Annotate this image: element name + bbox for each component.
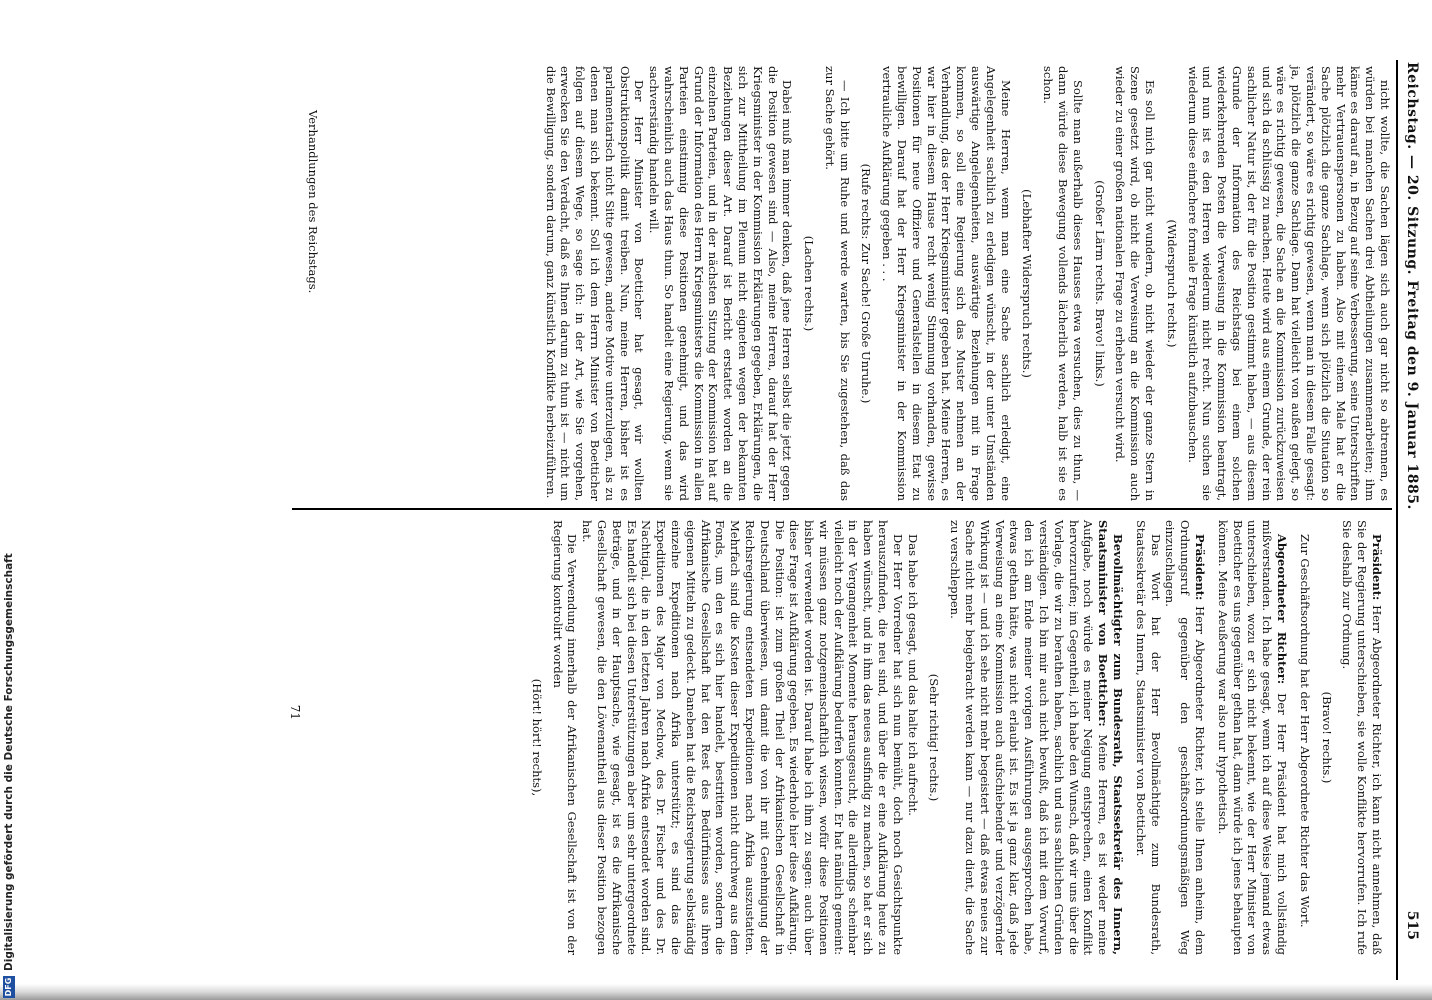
stage-direction: (Bravo! rechts.) [1319, 691, 1334, 784]
paragraph: nicht wollte, die Sachen lägen sich auch gar nicht so abtrennen, es würden bei manchen Sachen drei Abtheilungen zusammenarbeiten; ihm käme es darauf an, in Bezug auf seine Verbesserung, seine Unterschriften mehr Vertrauenspersonen zu haben. Also mit einem Male hat er die Sache plötzlich die ganze Sachlage, wenn sich plötzlich die Situation so verändert, so wäre es richtig gewesen, wenn man in diesem Falle gesagt: ja, plötzlich die ganze Sachlage. Dann hat vielleicht von außen gelegt, so wäre es richtig gewesen, die Sache an die Kommission zurückzuweisen und sich da schlüssig zu machen. Heute wird aus einem Grunde, der rein sachlicher Natur ist, der für die Position gestimmt haben, — aus diesem Grunde der Information des Reichstags bei einem solchen wiederkehrenden Posten die Verweisung in die Kommission beantragt, und nun ist es den Herren wiederum nicht recht. Nun suchen sie wiederum diese einfachere formale Frage künstlich aufzubauschen. [1185, 66, 1392, 501]
paragraph: Sollte man außerhalb dieses Hauses etwa versuchen, dies zu thun, — dann würde diese Bewegung vollends lächerlich werden, halb ist sie es schon. [1041, 66, 1085, 501]
dfg-logo-icon: DFG [4, 977, 13, 997]
footer-sheet-number: 71 [288, 704, 302, 720]
paragraph: Das habe ich gesagt, und das halte ich aufrecht. [905, 534, 920, 816]
paragraph: Das Wort hat der Herr Bevollmächtigte zum Bundesrath, Staatssekretär des Innern, Staatsminister von Boetticher. [1133, 520, 1163, 955]
running-title: Reichstag. — 20. Sitzung. Freitag den 9. Januar 1885. [1404, 62, 1420, 510]
speech-text: Herr Abgeordneter Richter, ich stelle Ihnen anheim, dem Ordnungsruf gegenüber den geschäftsordnungsmäßigen Weg einzuschlagen. [1163, 520, 1208, 956]
speaker-name: Abgeordneter Richter: [1275, 534, 1290, 685]
stage-direction: (Rufe rechts: Zur Sache! Große Unruhe.) [859, 163, 874, 404]
paragraph: Dabei muß man immer denken, daß jene Herren selbst die jetzt gegen die Position gewesen sind — Also, meine Herren, darauf hat der Herr Kriegsminister in der Kommission Erklärungen gegeben, Erklärungen, die sich zur Mittheilung im Plenum nicht eigneten wegen der bekannten Beziehungen dieser Art. Darauf ist Bericht erstattet worden an die einzelnen Parteien, und in der nächsten Sitzung der Kommission hat auf Grund der Information des Herrn Kriegsministers die Kommission in allen Parteien einstimmig diese Positionen genehmigt, und das wird wahrscheinlich auch das Haus thun. So handelt eine Regierung, wenn sie sachverständig handeln will. [647, 66, 795, 501]
paragraph: — Ich bitte um Ruhe und werde warten, bis Sie zugestehen, daß das zur Sache gehört. [822, 66, 852, 501]
paragraph [1163, 520, 1207, 955]
stage-direction: (Hört! hört! rechts), [529, 678, 544, 797]
paragraph: Zur Geschäftsordnung hat der Herr Abgeordnete Richter das Wort. [1297, 534, 1312, 928]
speaker-name: Präsident: [1193, 534, 1208, 601]
stage-direction: (Lebhafter Widerspruch rechts.) [1020, 189, 1035, 378]
speaker-name: Präsident: [1370, 534, 1384, 601]
stage-direction: (Großer Lärm rechts. Bravo! links.) [1092, 180, 1107, 387]
credit-text: Digitalisierung gefördert durch die Deutsche Forschungsgemeinschaft [3, 553, 15, 971]
page-number: 515 [1404, 910, 1420, 940]
speaker-name: Bevollmächtigter zum Bundesrath, Staatssekretär des Innern, Staatsminister von Boetticher: [1096, 520, 1126, 955]
speech-text: Meine Herren, es ist weder meine Aufgabe, noch würde es meiner Neigung entsprechen, einen Konflikt hervorzurufen; im Gegentheil, ich habe den Wunsch, daß wir uns über die Vorlage, die wir zu berathen haben, sachlich und aus sachlichen Gründen verständigen. Ich bin mir auch nicht bewußt, daß ich mit dem Vorwurf, den ich am Ende meiner vorigen Ausführungen ausgesprochen habe, etwas gethan hätte, was nicht erlaubt ist. Es ist ja ganz klar, daß jede Verweisung an eine Kommission auch aufschiebender und verzögernder Wirkung ist — und ich sehe nicht mehr begeistert — daß etwas neues zur Sache nicht mehr beigebracht werden kann — nur dazu dient, die Sache zu verschleppen. [948, 520, 1111, 956]
dfg-credit-line [1, 0, 17, 998]
paragraph: Der Herr Vorredner hat sich nun bemüht, doch noch Gesichtspunkte herauszufinden, die neu sind, und über die er eine Aufklärung heute zu haben wünscht, und in ihm das neues ausfindig zu machen, so hat er sich in der Vergangenheit Momente herausgesucht, die allerdings scheinbar vielleicht noch der Aufklärung bedurfen konnten. Er hat nämlich gemeint: wir müssen ganz notzgemeinschaftlich wissen, wofür diese Positionen bisher verwendet worden ist. Darauf habe ich ihm zu sagen: auch über diese Frage ist Aufklärung gegeben. Es wiederhole hier diese Aufklärung. Die Position: ist zum großen Theil der Afrikanischen Gesellschaft in Deutschland überwiesen, um damit die von ihr mit Genehmigung der Reichsregierung entsendeten Expeditionen nach Afrika auszustatten. Mehrfach sind die Kosten dieser Expeditionen nicht durchweg aus dem Fonds, um den es sich hier handelt, bestritten worden, sondern die Afrikanische Gesellschaft hat den Rest des Bedürfnisses aus ihren eigenen Mitteln zu gedeckt. Daneben hat die Reichsregierung selbständig einzelne Expeditionen nach Afrika unterstützt; es sind das die Expeditionen des Major von Mechow, des Dr. Fischer und des Dr. Nachtigal, die in den letzten Jahren nach Afrika entsendet worden sind. Es handelt sich bei diesen Unterstützungen aber um sehr untergeordnete Beträge, und in der Hauptsache, wie gesagt, ist es die Afrikanische Gesellschaft gewesen, die den Löwenantheil aus dieser Position bezogen hat. [580, 520, 905, 955]
paragraph: Die Verwendung innerhalb der Afrikanischen Gesellschaft ist von der Regierung kontrolirt worden [550, 520, 580, 955]
paragraph [947, 520, 1125, 955]
stage-direction: (Sehr richtig! rechts.) [927, 673, 942, 802]
stage-direction: (Widerspruch rechts.) [1164, 219, 1179, 348]
left-column [543, 66, 1392, 501]
right-column [522, 520, 1392, 955]
paragraph: Meine Herren, wenn man eine Sache sachlich erledigt, eine Angelegenheit sachlich zu erledigen wünscht, in der unter Umständen auswärtige Angelegenheiten, auswärtige Beziehungen mit in Frage kommen, so soll eine Regierung sich das Muster nehmen an der Verhandlung, das der Herr Kriegsminister gegeben hat. Meine Herren, es war hier in diesem Hause recht wenig Stimmung vorhanden, gewisse Positionen für neue Offiziere und Generalstellen in diesem Etat zu bewilligen. Darauf hat der Herr Kriegsminister in der Kommission vertrauliche Aufklärung gegeben . . . [880, 66, 1013, 501]
paragraph [1215, 520, 1289, 955]
stage-direction: (Lachen rechts.) [802, 235, 817, 332]
header-rule [1396, 60, 1398, 980]
paragraph: Es soll mich gar nicht wundern, ob nicht wieder der ganze Stern in Szene gesetzt wird, ob nicht die Verweisung an die Kommission auch wieder zu einer großen nationalen Frage zu erheben versucht wird. [1113, 66, 1158, 501]
speech-text: Der Herr Präsident hat mich vollständig mißverstanden. Ich habe gesagt, wenn ich auf diese Weise jemand etwas unterschieben, wozu er sich nicht bekennt, wie der Herr Minister von Boetticher es uns gegenüber gethan hat, dann würde ich jenes behaupten können. Meine Aeußerung war also nur hypothetisch. [1215, 520, 1290, 955]
paragraph: Der Herr Minister von Boetticher hat gesagt, wir wollten Obstruktionspolitik damit treiben. Nun, meine Herren, bisher ist es parlamentarisch nicht Sitte gewesen, andere Motive unterzulegen, als zu denen man sich bekennt. Soll ich dem Herrn Minister von Boetticher folgen auf diesem Wege, so sage ich: in der Art, wie Sie vorgehen, erwecken Sie den Verdacht, daß es Ihnen darum zu thun ist — nicht um die Bewilligung, sondern darum, ganz künstlich Konflikte herbeizuführen. [543, 66, 647, 501]
column-divider [292, 508, 1392, 510]
speech-text: Herr Abgeordneter Richter, ich kann nicht annehmen, daß Sie der Regierung unterschieben, sie wolle Konflikte hervorrufen. Ich rufe Sie deshalb zur Ordnung. [1340, 520, 1384, 955]
paragraph [1340, 520, 1384, 955]
scan-shadow-edge [0, 984, 1432, 1000]
footer-publication: Verhandlungen des Reichstags. [306, 110, 320, 294]
